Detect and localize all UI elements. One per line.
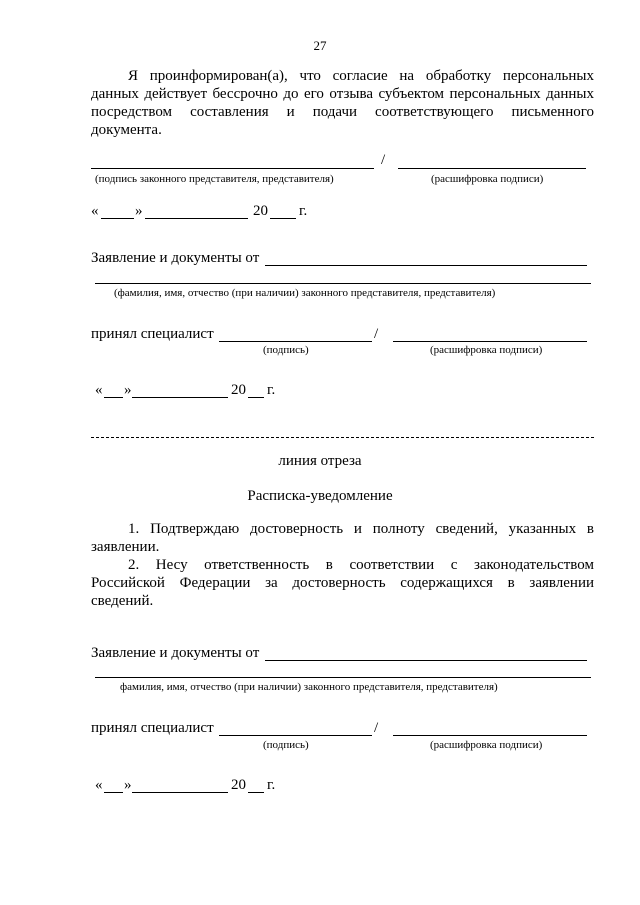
receipt-caption-specialist-signature: (подпись)	[263, 739, 309, 751]
consent-line-2: данных действует бессрочно до его отзыва субъектом персональных данных	[91, 86, 594, 102]
receipt-specialist-signature-field[interactable]	[219, 735, 372, 736]
date-year-suffix-3: г.	[267, 777, 276, 793]
page-number: 27	[313, 38, 327, 53]
application-label: Заявление и документы от	[91, 250, 260, 266]
caption-specialist-decoding: (расшифровка подписи)	[430, 344, 543, 356]
caption-representative-decoding: (расшифровка подписи)	[431, 173, 544, 185]
date-year-suffix-2: г.	[267, 382, 276, 398]
receipt-item-2-line-2: Российской Федерации за достоверность содержащихся в заявлении	[91, 575, 594, 591]
date-year-prefix-3: 20	[231, 777, 246, 793]
specialist-slash: /	[374, 326, 379, 342]
cut-line-label: линия отреза	[278, 453, 362, 469]
caption-representative-signature: (подпись законного представителя, представителя)	[95, 173, 334, 185]
receipt-items	[91, 520, 594, 610]
consent-paragraph	[91, 67, 594, 139]
receipt-item-1-line-2: заявлении.	[91, 539, 160, 555]
representative-decoding-field[interactable]	[398, 168, 586, 169]
receipt-specialist-slash: /	[374, 720, 379, 736]
receipt-specialist-decoding-field[interactable]	[393, 735, 587, 736]
specialist-decoding-field[interactable]	[393, 341, 587, 342]
date-open-quote-2: «	[95, 382, 103, 398]
date-year-prefix-2: 20	[231, 382, 246, 398]
date-year-suffix-1: г.	[299, 203, 308, 219]
receipt-application-label: Заявление и документы от	[91, 645, 260, 661]
date-year-field-1[interactable]	[270, 218, 296, 219]
applicant-fio-field[interactable]	[95, 283, 591, 284]
date-year-prefix-1: 20	[253, 203, 268, 219]
date-open-quote-1: «	[91, 203, 99, 219]
date-day-field-1[interactable]	[101, 218, 134, 219]
receipt-caption-specialist-decoding: (расшифровка подписи)	[430, 739, 543, 751]
receipt-application-from-field[interactable]	[265, 660, 587, 661]
caption-applicant-fio: (фамилия, имя, отчество (при наличии) законного представителя, представителя)	[114, 287, 496, 299]
date-open-quote-3: «	[95, 777, 103, 793]
receipt-title: Расписка-уведомление	[247, 488, 393, 504]
consent-line-4: документа.	[91, 122, 162, 138]
receipt-accepted-by-label: принял специалист	[91, 720, 214, 736]
application-from-field[interactable]	[265, 265, 587, 266]
accepted-by-label: принял специалист	[91, 326, 214, 342]
date-year-field-2[interactable]	[248, 397, 264, 398]
cut-line	[91, 437, 594, 438]
specialist-signature-field[interactable]	[219, 341, 372, 342]
caption-specialist-signature: (подпись)	[263, 344, 309, 356]
representative-signature-field[interactable]	[91, 168, 374, 169]
consent-line-1: Я проинформирован(а), что согласие на обработку персональных	[128, 68, 594, 84]
receipt-item-2-line-1: 2. Несу ответственность в соответствии с законодательством	[128, 557, 594, 573]
date-day-field-2[interactable]	[104, 397, 123, 398]
date-month-field-1[interactable]	[145, 218, 248, 219]
date-month-field-2[interactable]	[132, 397, 228, 398]
signature-slash: /	[381, 152, 386, 168]
receipt-item-2-line-3: сведений.	[91, 593, 154, 609]
date-month-field-3[interactable]	[132, 792, 228, 793]
receipt-caption-applicant-fio: фамилия, имя, отчество (при наличии) законного представителя, представителя)	[120, 681, 498, 693]
date-year-field-3[interactable]	[248, 792, 264, 793]
date-close-quote-2: »	[124, 382, 132, 398]
receipt-item-1-line-1: 1. Подтверждаю достоверность и полноту сведений, указанных в	[128, 521, 594, 537]
consent-line-3: посредством составления и подачи соответствующего письменного	[91, 104, 594, 120]
date-close-quote-1: »	[135, 203, 143, 219]
receipt-applicant-fio-field[interactable]	[95, 677, 591, 678]
date-day-field-3[interactable]	[104, 792, 123, 793]
date-close-quote-3: »	[124, 777, 132, 793]
